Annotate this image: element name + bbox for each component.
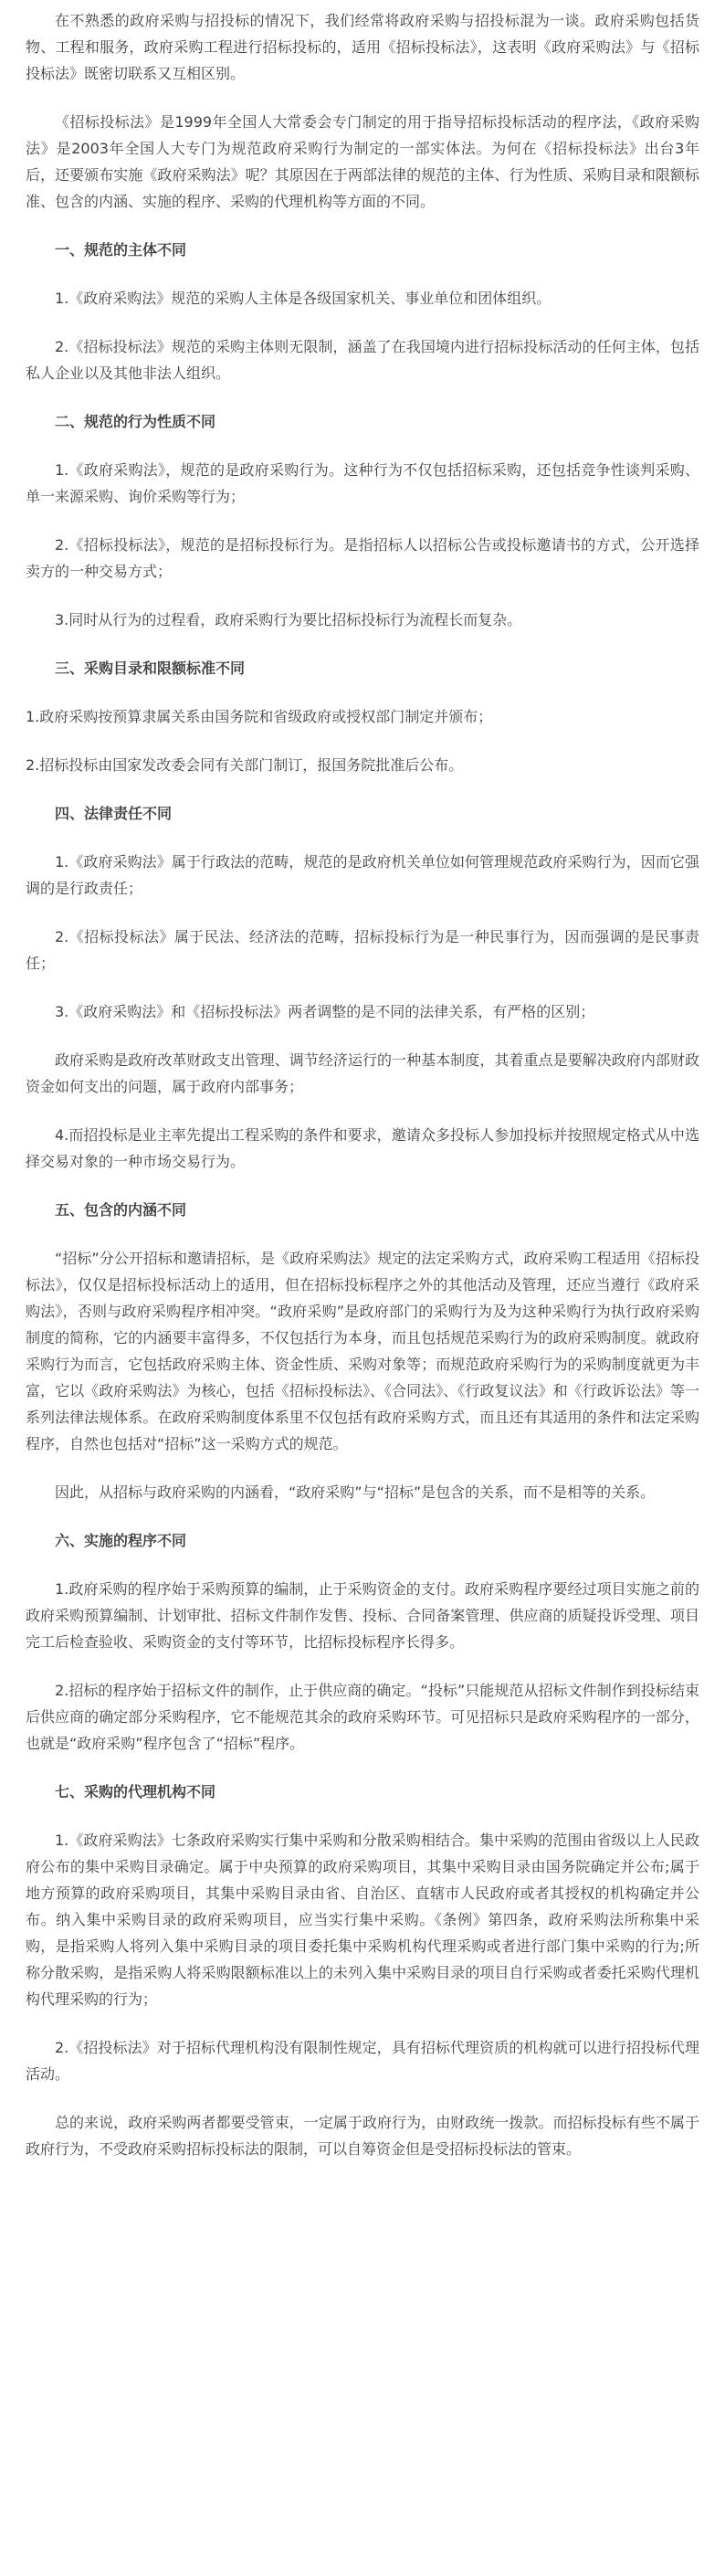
section-paragraph: 2.《招标投标法》规范的采购主体则无限制，涵盖了在我国境内进行招标投标活动的任何主体，包括私人企业以及其他非法人组织。 bbox=[26, 338, 699, 382]
section-heading: 一、规范的主体不同 bbox=[55, 241, 187, 259]
section-paragraph: 2.招标投标由国家发改委会同有关部门制订，报国务院批准后公布。 bbox=[26, 756, 464, 774]
section-heading: 七、采购的代理机构不同 bbox=[55, 1783, 216, 1800]
section-paragraph: “招标”分公开招标和邀请招标，是《政府采购法》规定的法定采购方式，政府采购工程适用《招标投标法》，仅仅是招标投标活动上的适用，但在招标投标程序之外的其他活动及管理，还应当遵行《政府采购法》，否则与政府采购程序相冲突。“政府采购”是政府部门的采购行为及为这种采购行为执行政府采购制度的简称，它的内涵要丰富得多，不仅包括行为本身，而且包括规范采购行为的政府采购制度。就政府采购行为而言，它包括政府采购主体、资金性质、采购对象等；而规范政府采购行为的采购制度就更为丰富，它以《政府采购法》为核心，包括《招标投标法》、《合同法》、《行政复议法》和《行政诉讼法》等一系列法律法规体系。在政府采购制度体系里不仅包括有政府采购方式，而且还有其适用的条件和法定采购程序，自然也包括对“招标”这一采购方式的规范。 bbox=[26, 1250, 699, 1452]
section-paragraph: 1.《政府采购法》属于行政法的范畴，规范的是政府机关单位如何管理规范政府采购行为，因而它强调的是行政责任； bbox=[26, 853, 699, 897]
section-paragraph: 1.政府采购按预算隶属关系由国务院和省级政府或授权部门制定并颁布； bbox=[26, 708, 493, 725]
section-paragraph: 2.《招标投标法》属于民法、经济法的范畴，招标投标行为是一种民事行为，因而强调的是民事责任； bbox=[26, 928, 699, 972]
section-heading: 二、规范的行为性质不同 bbox=[55, 413, 216, 430]
section-paragraph: 2.《招投标法》对于招标代理机构没有限制性规定，具有招标代理资质的机构就可以进行招投标代理活动。 bbox=[26, 2039, 699, 2083]
conclusion-paragraph: 总的来说，政府采购两者都要受管束，一定属于政府行为，由财政统一拨款。而招标投标有些不属于政府行为，不受政府采购招标投标法的限制，可以自筹资金但是受招标投标法的管束。 bbox=[26, 2114, 699, 2158]
section-heading: 三、采购目录和限额标准不同 bbox=[55, 660, 246, 677]
section-paragraph: 1.《政府采购法》七条政府采购实行集中采购和分散采购相结合。集中采购的范围由省级以上人民政府公布的集中采购目录确定。属于中央预算的政府采购项目，其集中采购目录由国务院确定并公布;属于地方预算的政府采购项目，其集中采购目录由省、自治区、直辖市人民政府或者其授权的机构确定并公布。纳入集中采购目录的政府采购项目，应当实行集中采购。《条例》第四条，政府采购法所称集中采购，是指采购人将列入集中采购目录的项目委托集中采购机构代理采购或者进行部门集中采购的行为;所称分散采购，是指采购人将采购限额标准以上的未列入集中采购目录的项目自行采购或者委托采购代理机构代理采购的行为； bbox=[26, 1832, 699, 2008]
intro-paragraph: 在不熟悉的政府采购与招投标的情况下，我们经常将政府采购与招投标混为一谈。政府采购包括货物、工程和服务，政府采购工程进行招标投标的，适用《招标投标法》，这表明《政府采购法》与《招标投标法》既密切联系又互相区别。 bbox=[26, 12, 699, 82]
section-paragraph: 政府采购是政府改革财政支出管理、调节经济运行的一种基本制度，其着重点是要解决政府内部财政资金如何支出的问题，属于政府内部事务； bbox=[26, 1051, 699, 1095]
section-paragraph: 1.《政府采购法》，规范的是政府采购行为。这种行为不仅包括招标采购，还包括竞争性谈判采购、单一来源采购、询价采购等行为； bbox=[26, 461, 699, 505]
section-heading: 六、实施的程序不同 bbox=[55, 1532, 187, 1549]
section-paragraph: 2.《招标投标法》，规范的是招标投标行为。是指招标人以招标公告或投标邀请书的方式，公开选择卖方的一种交易方式； bbox=[26, 536, 699, 580]
intro-paragraph: 《招标投标法》是1999年全国人大常委会专门制定的用于指导招标投标活动的程序法，《政府采购法》是2003年全国人大专门为规范政府采购行为制定的一部实体法。为何在《招标投标法》出台3年后，还要颁布实施《政府采购法》呢？其原因在于两部法律的规范的主体、行为性质、采购目录和限额标准、包含的内涵、实施的程序、采购的代理机构等方面的不同。 bbox=[26, 113, 699, 210]
section-paragraph: 1.政府采购的程序始于采购预算的编制，止于采购资金的支付。政府采购程序要经过项目实施之前的政府采购预算编制、计划审批、招标文件制作发售、投标、合同备案管理、供应商的质疑投诉受理、项目完工后检查验收、采购资金的支付等环节，比招标投标程序长得多。 bbox=[26, 1580, 699, 1651]
section-heading: 五、包含的内涵不同 bbox=[55, 1201, 187, 1219]
section-heading: 四、法律责任不同 bbox=[55, 805, 173, 822]
section-paragraph: 因此，从招标与政府采购的内涵看，“政府采购”与“招标”是包含的关系，而不是相等的关系。 bbox=[55, 1483, 656, 1501]
section-paragraph: 2.招标的程序始于招标文件的制作，止于供应商的确定。“投标”只能规范从招标文件制作到投标结束后供应商的确定部分采购程序，它不能规范其余的政府采购环节。可见招标只是政府采购程序的一部分，也就是“政府采购”程序包含了“招标”程序。 bbox=[26, 1682, 699, 1752]
section-paragraph: 4.而招投标是业主率先提出工程采购的条件和要求，邀请众多投标人参加投标并按照规定格式从中选择交易对象的一种市场交易行为。 bbox=[26, 1126, 699, 1170]
section-paragraph: 1.《政府采购法》规范的采购人主体是各级国家机关、事业单位和团体组织。 bbox=[55, 290, 552, 307]
section-paragraph: 3.《政府采购法》和《招标投标法》两者调整的是不同的法律关系，有严格的区别； bbox=[55, 1003, 595, 1020]
section-paragraph: 3.同时从行为的过程看，政府采购行为要比招标投标行为流程长而复杂。 bbox=[55, 611, 522, 628]
